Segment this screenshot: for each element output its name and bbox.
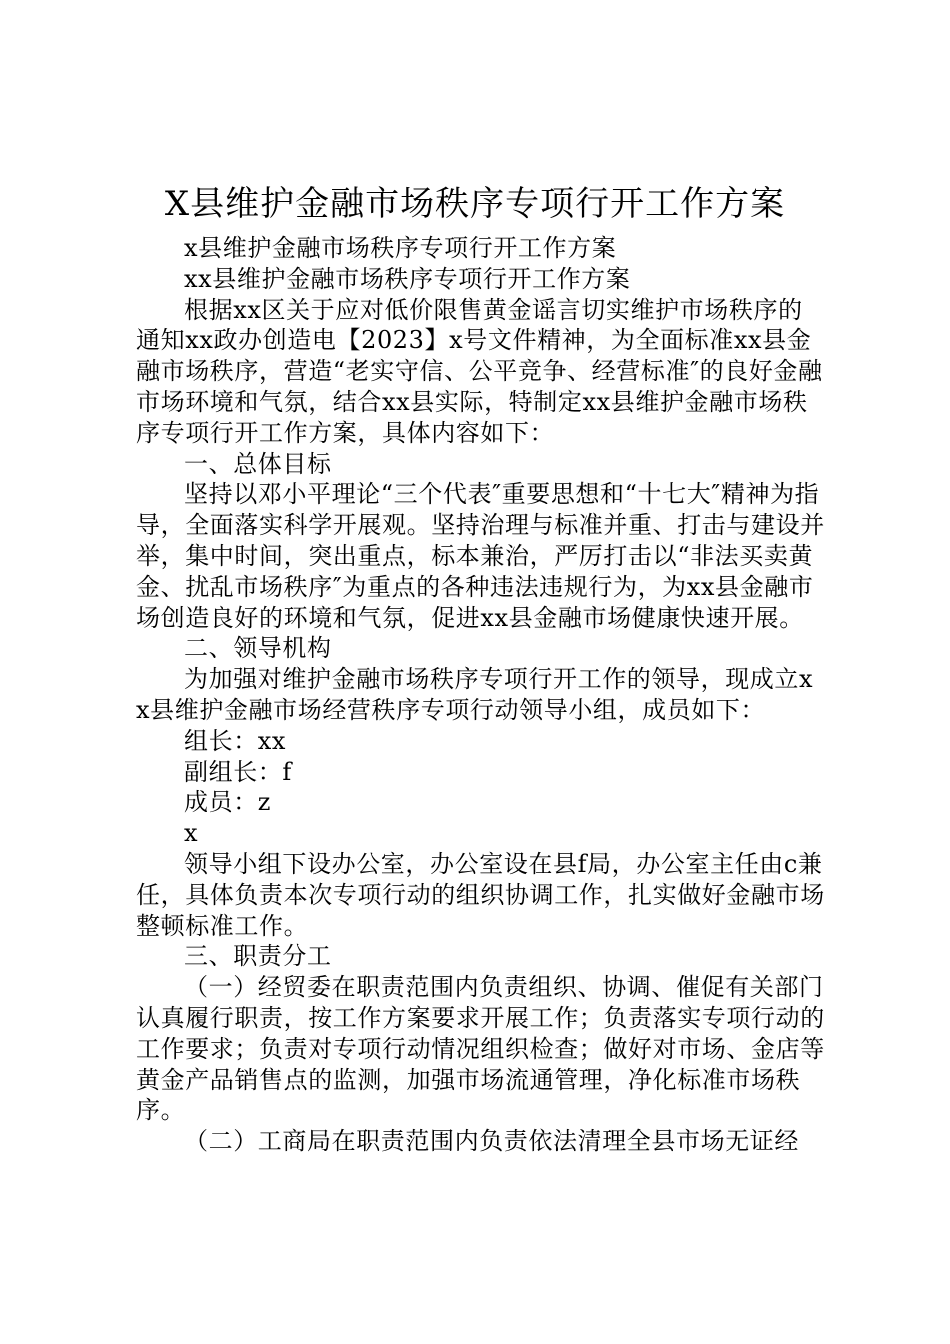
duty-paragraph-1: （一）经贸委在职责范围内负责组织、协调、催促有关部门认真履行职责，按工作方案要求开展工作；负责落实专项行动的工作要求；负责对专项行动情况组织检查；做好对市场、金店等黄金产品销售点的监测，加强市场流通管理，净化标准市场秩序。 bbox=[136, 973, 825, 1125]
document-title: X县维护金融市场秩序专项行开工作方案 bbox=[164, 184, 786, 224]
subtitle-line: x县维护金融市场秩序专项行开工作方案 bbox=[184, 234, 617, 262]
duty-paragraph-2: （二）工商局在职责范围内负责依法清理全县市场无证经 bbox=[184, 1127, 799, 1156]
deputy-leader-line: 副组长：f bbox=[184, 757, 292, 786]
section-heading-goals: 一、总体目标 bbox=[184, 449, 332, 478]
subtitle-line: xx县维护金融市场秩序专项行开工作方案 bbox=[184, 264, 631, 293]
intro-paragraph: 根据xx区关于应对低价限售黄金谣言切实维护市场秩序的通知xx政办创造电【2023】x号文件精神，为全面标准xx县金融市场秩序，营造“老实守信、公平竞争、经营标准″的良好金融市场环境和气氛，结合xx县实际，特制定xx县维护金融市场秩序专项行开工作方案，具体内容如下： bbox=[136, 295, 823, 447]
office-paragraph: 领导小组下设办公室，办公室设在县f局，办公室主任由c兼任，具体负责本次专项行动的组织协调工作，扎实做好金融市场整顿标准工作。 bbox=[136, 849, 825, 940]
goals-paragraph: 坚持以邓小平理论“三个代表″重要思想和“十七大″精神为指导，全面落实科学开展观。坚持治理与标准并重、打击与建设并举，集中时间，突出重点，标本兼治，严厉打击以“非法买卖黄金、扰乱市场秩序″为重点的各种违法违规行为，为xx县金融市场创造良好的环境和气氛，促进xx县金融市场健康快速开展。 bbox=[136, 480, 825, 632]
section-heading-leadership: 二、领导机构 bbox=[184, 634, 332, 663]
leader-line: 组长：xx bbox=[184, 726, 287, 755]
leadership-paragraph: 为加强对维护金融市场秩序专项行开工作的领导，现成立xx县维护金融市场经营秩序专项行动领导小组，成员如下： bbox=[136, 665, 814, 724]
members-line: 成员：z bbox=[184, 788, 272, 817]
members-continuation-line: x bbox=[184, 819, 199, 848]
document-body bbox=[136, 233, 826, 1157]
section-heading-duties: 三、职责分工 bbox=[184, 942, 332, 971]
